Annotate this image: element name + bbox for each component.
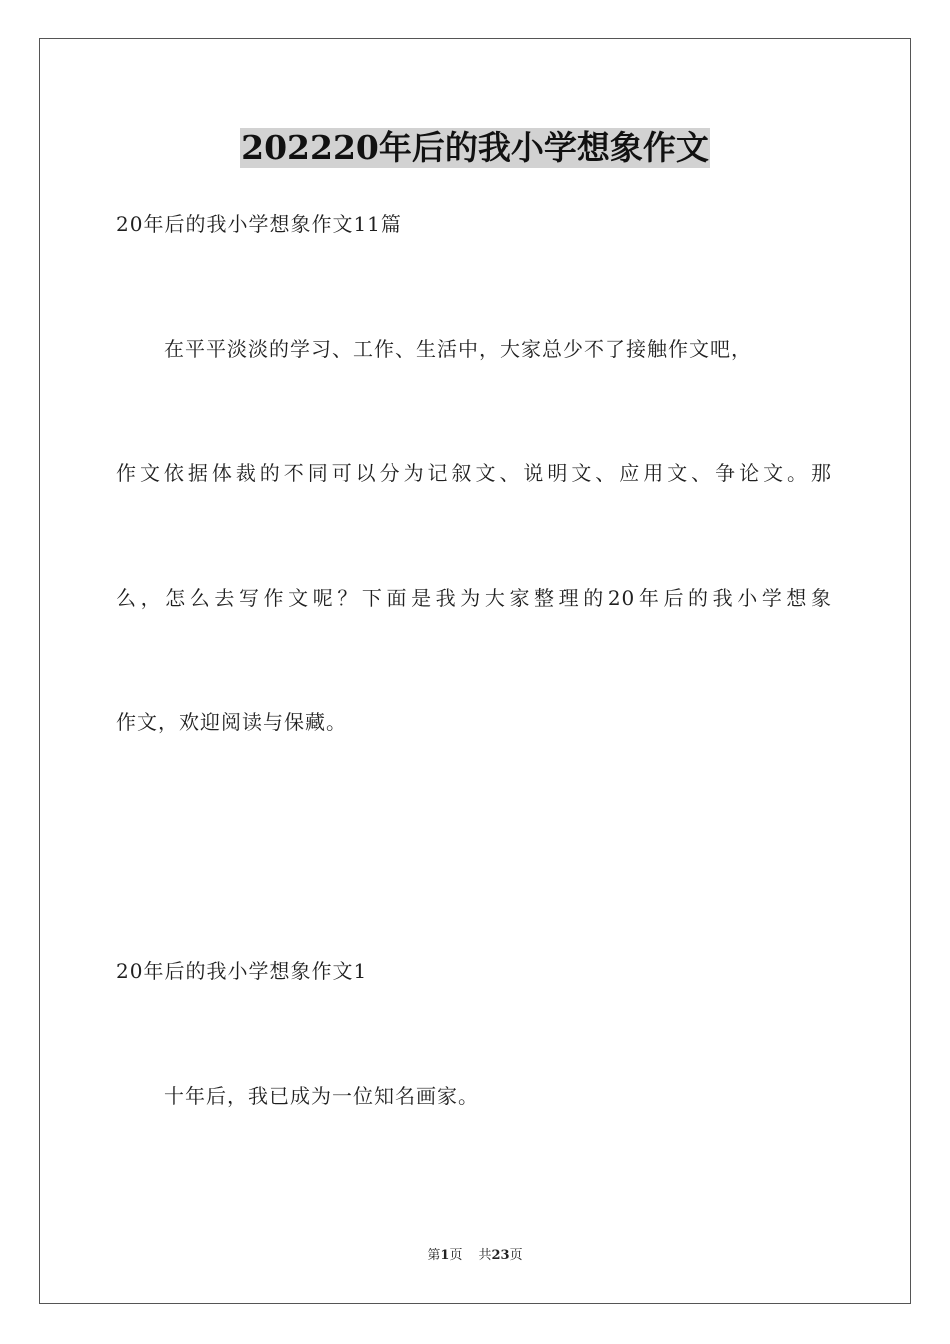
page-footer <box>0 1247 950 1265</box>
intro-line-2: 作文依据体裁的不同可以分为记叙文、说明文、应用文、争论文。那 <box>116 461 832 485</box>
document-title-wrapper <box>0 128 950 168</box>
section-first-line: 十年后，我已成为一位知名画家。 <box>164 1084 479 1108</box>
total-label-prefix: 共 <box>478 1248 492 1263</box>
document-title: 202220年后的我小学想象作文 <box>241 128 709 167</box>
total-label-suffix: 页 <box>509 1248 523 1263</box>
page-label-prefix: 第 <box>427 1248 441 1263</box>
intro-line-3: 么，怎么去写作文呢？下面是我为大家整理的20年后的我小学想象 <box>116 586 832 610</box>
document-subtitle: 20年后的我小学想象作文11篇 <box>116 212 402 236</box>
intro-line-1: 在平平淡淡的学习、工作、生活中，大家总少不了接触作文吧， <box>164 337 752 361</box>
intro-line-4: 作文，欢迎阅读与保藏。 <box>116 710 347 734</box>
total-pages: 23 <box>491 1248 510 1263</box>
section-heading: 20年后的我小学想象作文1 <box>116 959 368 983</box>
page-label-suffix: 页 <box>449 1248 463 1263</box>
page-number: 1 <box>440 1248 450 1263</box>
